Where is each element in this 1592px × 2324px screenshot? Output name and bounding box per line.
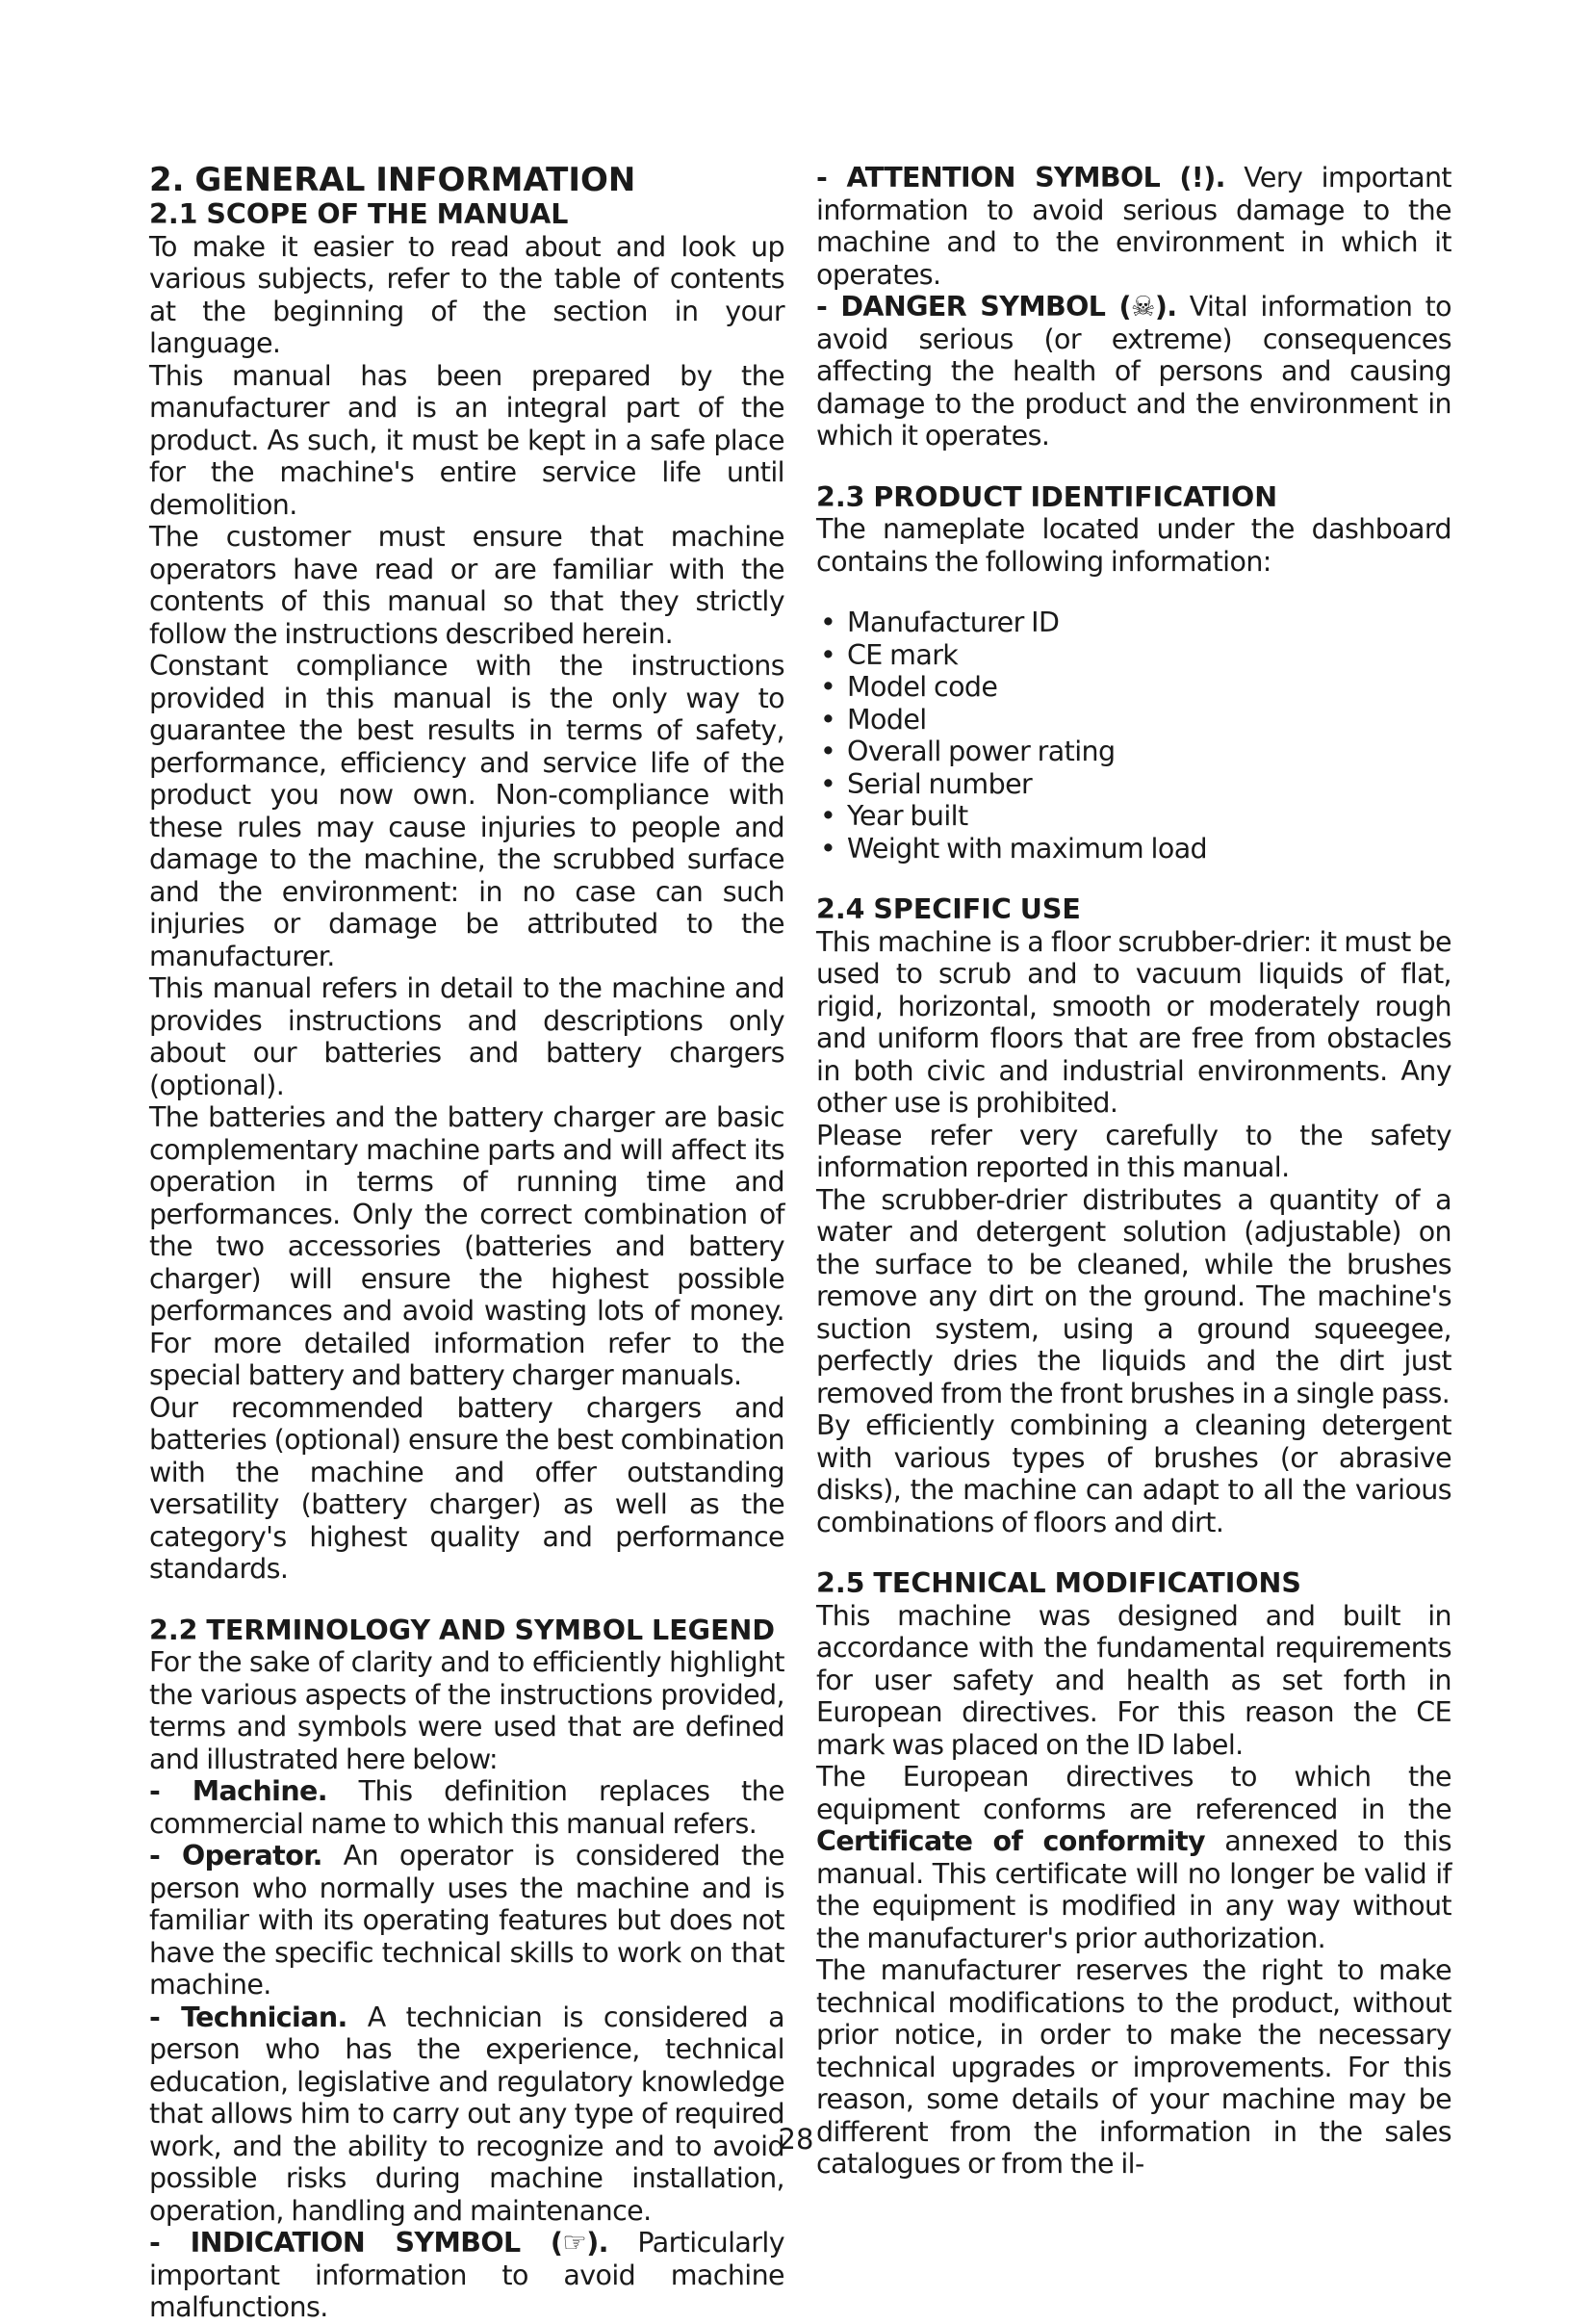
section-2-3-title: 2.3 PRODUCT IDENTIFICATION xyxy=(816,480,1278,513)
paragraph: The European directives to which the equipment conforms are referenced in the Certificate of conformity annexed to this manual. This certificate will no longer be valid if the equipment is modified in any way without the manufacturer's prior authorization. xyxy=(816,1761,1451,1954)
symbol-name: - DANGER SYMBOL (☠). xyxy=(816,291,1177,323)
list-item: • Serial number xyxy=(820,767,1033,800)
bullet-icon: • xyxy=(820,638,836,671)
list-item: • Manufacturer ID xyxy=(820,607,1060,638)
symbol-attention xyxy=(816,162,1451,291)
paragraph: This machine is a floor scrubber-drier: it must be used to scrub and to vacuum liquids of flat, rigid, horizontal, smooth or moderately rough and uniform floors that are free from obstacles in both civic and industrial environments. Any other use is prohibited. xyxy=(816,925,1451,1119)
paragraph: The batteries and the battery charger are basic complementary machine parts and will affect its operation in terms of running time and performances. Only the correct combination of the two accessories (batteries and battery charger) will ensure the highest possible performances and avoid wasting lots of money. For more detailed information refer to the special battery and battery charger manuals. xyxy=(149,1101,784,1391)
paragraph: This machine was designed and built in accordance with the fundamental requirements for user safety and health as set forth in European directives. For this reason the CE mark was placed on the ID label. xyxy=(816,1599,1451,1761)
bullet-icon: • xyxy=(820,736,836,767)
chapter-title: 2. GENERAL INFORMATION xyxy=(149,161,636,199)
page-number: 28 xyxy=(778,2123,814,2156)
section-2-4-title: 2.4 SPECIFIC USE xyxy=(816,893,1081,925)
paragraph: The customer must ensure that machine operators have read or are familiar with the contents of this manual so that they strictly follow the instructions described herein. xyxy=(149,521,784,650)
bullet-icon: • xyxy=(820,703,836,736)
term-name: - Technician. xyxy=(149,2001,347,2033)
list-item: • Overall power rating xyxy=(820,736,1116,767)
paragraph: For the sake of clarity and to efficiently highlight the various aspects of the instructions provided, terms and symbols were used that are defined and illustrated here below: xyxy=(149,1646,784,1775)
paragraph: To make it easier to read about and look up various subjects, refer to the table of contents at the beginning of the section in your language. xyxy=(149,230,784,359)
section-2-5-title: 2.5 TECHNICAL MODIFICATIONS xyxy=(816,1567,1301,1599)
bullet-icon: • xyxy=(820,671,836,703)
right-column xyxy=(816,162,1451,2181)
bullet-icon: • xyxy=(820,800,836,832)
left-column xyxy=(149,162,784,2324)
paragraph: The scrubber-drier distributes a quantity of a water and detergent solution (adjustable) on the surface to be cleaned, while the brushes remove any dirt on the ground. The machine's suction system, using a ground squeegee, perfectly dries the liquids and the dirt just removed from the front brushes in a single pass. xyxy=(816,1183,1451,1409)
list-item: • Model code xyxy=(820,671,998,703)
section-2-1-title: 2.1 SCOPE OF THE MANUAL xyxy=(149,198,569,230)
paragraph: The manufacturer reserves the right to make technical modifications to the product, without prior notice, in order to make the necessary technical upgrades or improvements. For this reason, some details of your machine may be different from the information in the sales catalogues or from the il- xyxy=(816,1954,1451,2180)
paragraph: Constant compliance with the instructions provided in this manual is the only way to guarantee the best results in terms of safety, performance, efficiency and service life of the product you now own. Non-compliance with these rules may cause injuries to people and damage to the machine, the scrubbed surface and the environment: in no case can such injuries or damage be attributed to the manufacturer. xyxy=(149,650,784,972)
symbol-name: - ATTENTION SYMBOL (!). xyxy=(816,162,1225,194)
term-machine xyxy=(149,1775,784,1840)
term-definition: An operator is considered the person who normally uses the machine and is familiar with its operating features but does not have the specific technical skills to work on that machine. xyxy=(149,1840,784,2001)
term-indication-symbol xyxy=(149,2227,784,2324)
term-name: - Machine. xyxy=(149,1775,327,1807)
paragraph: By efficiently combining a cleaning detergent with various types of brushes (or abrasive disks), the machine can adapt to all the various combinations of floors and dirt. xyxy=(816,1409,1451,1538)
paragraph: This manual has been prepared by the manufacturer and is an integral part of the product. As such, it must be kept in a safe place for the machine's entire service life until demolition. xyxy=(149,359,784,521)
term-definition: A technician is considered a person who has the experience, technical education, legislative and regulatory knowledge that allows him to carry out any type of required work, and the ability to recognize and to avoid possible risks during machine installation, operation, handling and maintenance. xyxy=(149,2001,784,2227)
bullet-icon: • xyxy=(820,767,836,800)
identification-list xyxy=(816,607,1451,865)
bullet-icon: • xyxy=(820,832,836,865)
paragraph: Our recommended battery chargers and batteries (optional) ensure the best combination with the machine and offer outstanding versatility (battery charger) as well as the category's highest quality and performance standards. xyxy=(149,1391,784,1585)
term-name: - Operator. xyxy=(149,1840,322,1872)
term-operator xyxy=(149,1840,784,2001)
list-item: • Weight with maximum load xyxy=(820,832,1208,865)
symbol-danger xyxy=(816,291,1451,452)
symbol-definition: Very important information to avoid serious damage to the machine and to the environment in which it operates. xyxy=(816,162,1451,291)
term-definition: This definition replaces the commercial name to which this manual refers. xyxy=(149,1775,784,1840)
list-item: • Model xyxy=(820,703,927,736)
paragraph: This manual refers in detail to the machine and provides instructions and descriptions only about our batteries and battery chargers (optional). xyxy=(149,972,784,1101)
term-technician xyxy=(149,2001,784,2228)
list-item: • Year built xyxy=(820,800,968,832)
bullet-icon: • xyxy=(820,607,836,638)
paragraph: Please refer very carefully to the safety information reported in this manual. xyxy=(816,1119,1451,1183)
term-definition: Particularly important information to avoid machine malfunctions. xyxy=(149,2227,784,2323)
paragraph: The nameplate located under the dashboard contains the following information: xyxy=(816,513,1451,578)
certificate-reference: Certificate of conformity xyxy=(816,1825,1205,1857)
list-item: • CE mark xyxy=(820,638,959,671)
term-name: - INDICATION SYMBOL (☞). xyxy=(149,2227,608,2259)
section-2-2-title: 2.2 TERMINOLOGY AND SYMBOL LEGEND xyxy=(149,1614,776,1646)
symbol-definition: Vital information to avoid serious (or extreme) consequences affecting the health of persons and causing damage to the product and the environment in which it operates. xyxy=(816,291,1451,452)
